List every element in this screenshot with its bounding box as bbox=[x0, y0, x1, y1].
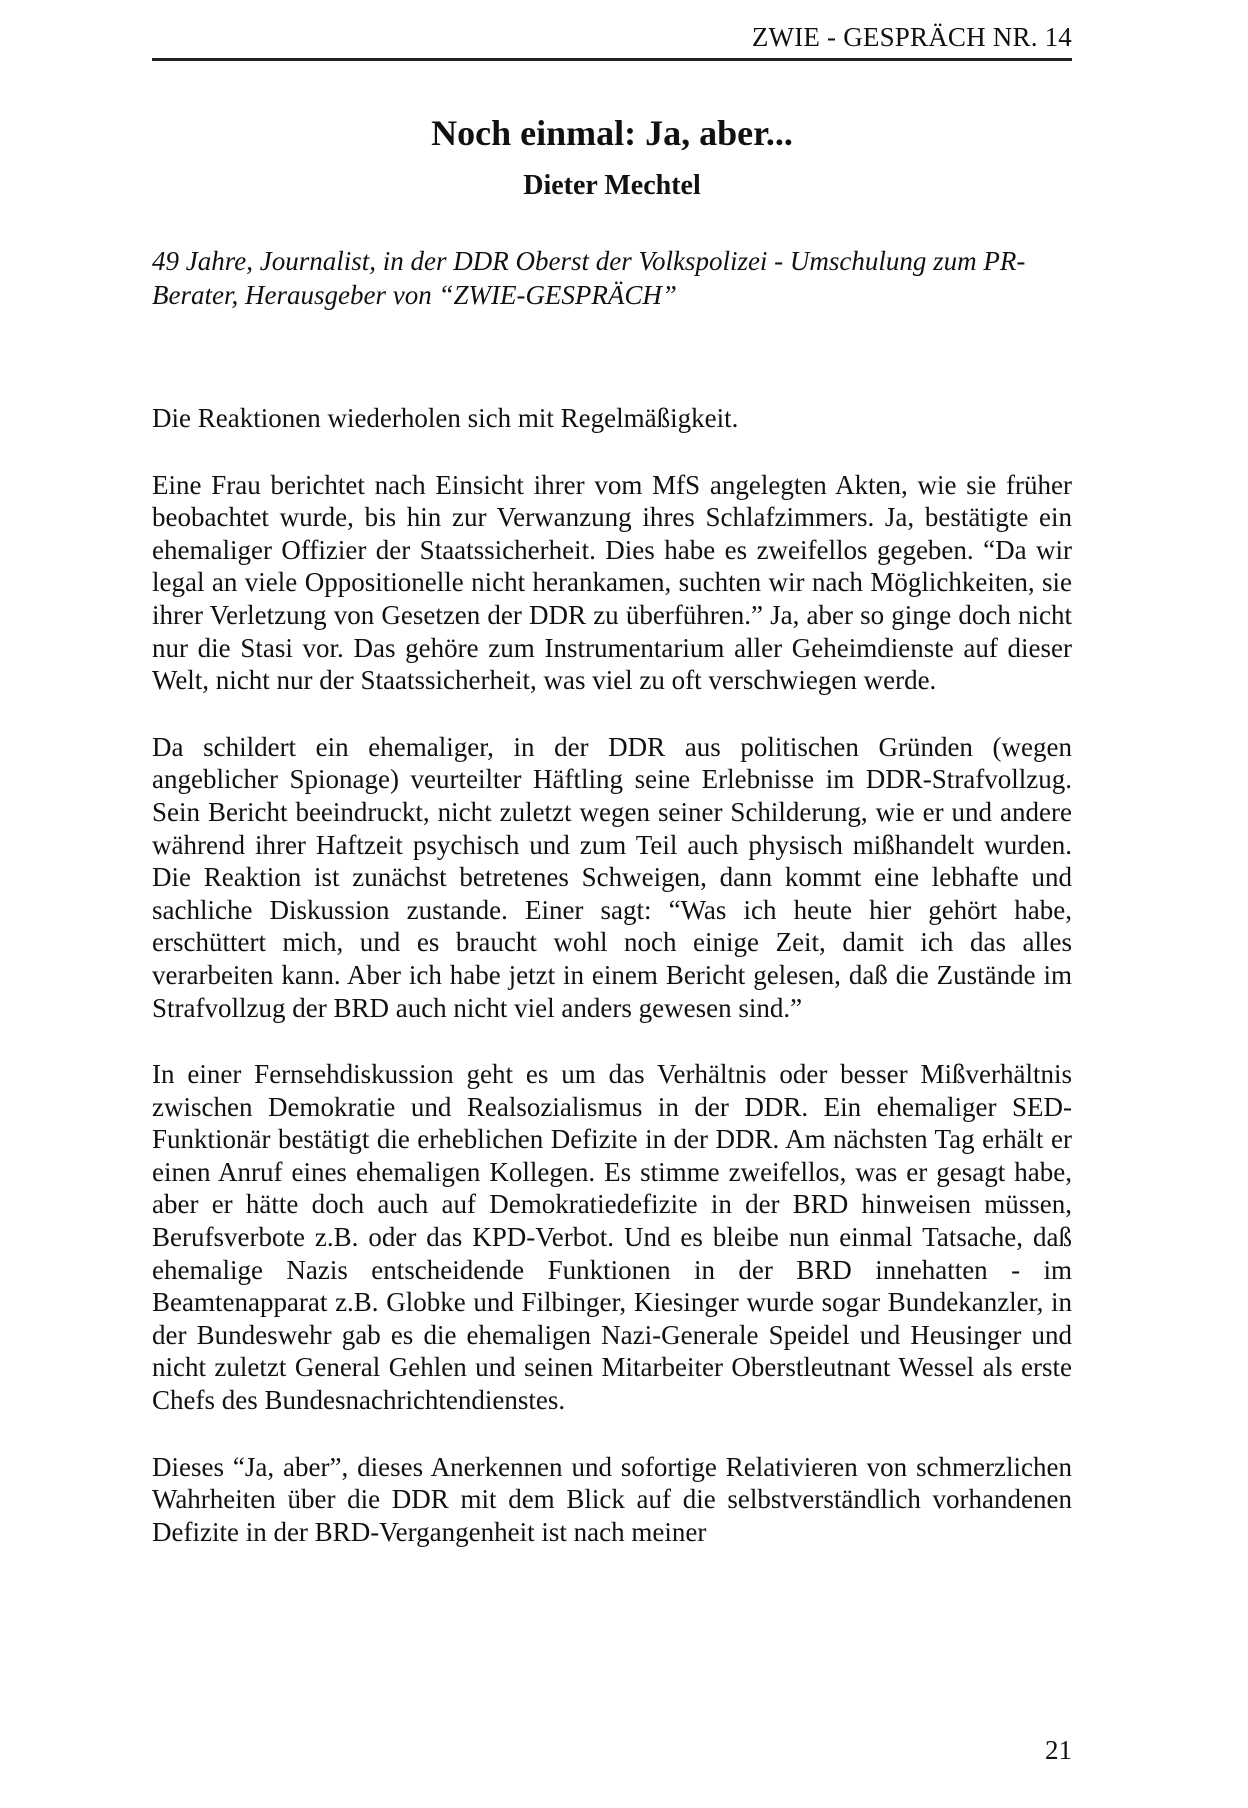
article-author: Dieter Mechtel bbox=[523, 170, 701, 201]
paragraph-3: Da schildert ein ehemaliger, in der DDR aus politischen Gründen (wegen angeblicher Spionage) veurteilter Häftling seine Erlebnisse im DDR-Strafvollzug. Sein Bericht beeindruckt, nicht zuletzt wegen seiner Schilderung, wie er und andere während ihrer Haftzeit psychisch und zum Teil auch physisch mißhandelt wurden. Die Reaktion ist zunächst betretenes Schweigen, dann kommt eine lebhafte und sachliche Diskussion zustande. Einer sagt: “Was ich heute hier gehört habe, erschüttert mich, und es braucht wohl noch einige Zeit, damit ich das alles verarbeiten kann. Aber ich habe jetzt in einem Bericht gelesen, daß die Zustände im Strafvollzug der BRD auch nicht viel anders gewesen sind.” bbox=[152, 731, 1072, 1023]
header-rule bbox=[152, 58, 1072, 61]
paragraph-1: Die Reaktionen wiederholen sich mit Regelmäßigkeit. bbox=[152, 403, 739, 433]
author-bio: 49 Jahre, Journalist, in der DDR Oberst der Volkspolizei - Umschulung zum PR-Berater, Herausgeber von “ZWIE-GESPRÄCH” bbox=[152, 246, 1026, 310]
paragraph-5: Dieses “Ja, aber”, dieses Anerkennen und sofortige Relativieren von schmerzlichen Wahrheiten über die DDR mit dem Blick auf die selbstverständlich vorhandenen Defizite in der BRD-Vergangenheit ist nach meiner bbox=[152, 1451, 1072, 1547]
article-body bbox=[152, 402, 1072, 1582]
running-header bbox=[152, 14, 1072, 64]
page-number: 21 bbox=[1045, 1735, 1072, 1765]
paragraph-4: In einer Fernsehdiskussion geht es um das Verhältnis oder besser Mißverhältnis zwischen Demokratie und Realsozialismus in der DDR. Ein ehemaliger SED-Funktionär bestätigt die erheblichen Defizite in der DDR. Am nächsten Tag erhält er einen Anruf eines ehemaligen Kollegen. Es stimme zweifellos, was er gesagt habe, aber er hätte doch auch auf Demokratiedefizite in der BRD hinweisen müssen, Berufsverbote z.B. oder das KPD-Verbot. Und es bleibe nun einmal Tatsache, daß ehemalige Nazis entscheidende Funktionen in der BRD innehatten - im Beamtenapparat z.B. Globke und Filbinger, Kiesinger wurde sogar Bundekanzler, in der Bundeswehr gab es die ehemaligen Nazi-Generale Speidel und Heusinger und nicht zuletzt General Gehlen und seinen Mitarbeiter Oberstleutnant Wessel als erste Chefs des Bundesnachrichtendienstes. bbox=[152, 1059, 1072, 1416]
running-title: ZWIE - GESPRÄCH NR. 14 bbox=[751, 22, 1072, 52]
article-title: Noch einmal: Ja, aber... bbox=[431, 113, 793, 153]
paragraph-2: Eine Frau berichtet nach Einsicht ihrer vom MfS angelegten Akten, wie sie früher beobachtet wurde, bis hin zur Verwanzung ihres Schlafzimmers. Ja, bestätigte ein ehemaliger Offizier der Staatssicherheit. Dies habe es zweifellos gegeben. “Da wir legal an viele Oppositionelle nicht herankamen, suchten wir nach Möglichkeiten, sie ihrer Verletzung von Gesetzen der DDR zu überführen.” Ja, aber so ginge doch nicht nur die Stasi vor. Das gehöre zum Instrumentarium aller Geheimdienste auf dieser Welt, nicht nur der Staatssicherheit, was viel zu oft verschwiegen werde. bbox=[152, 469, 1072, 696]
